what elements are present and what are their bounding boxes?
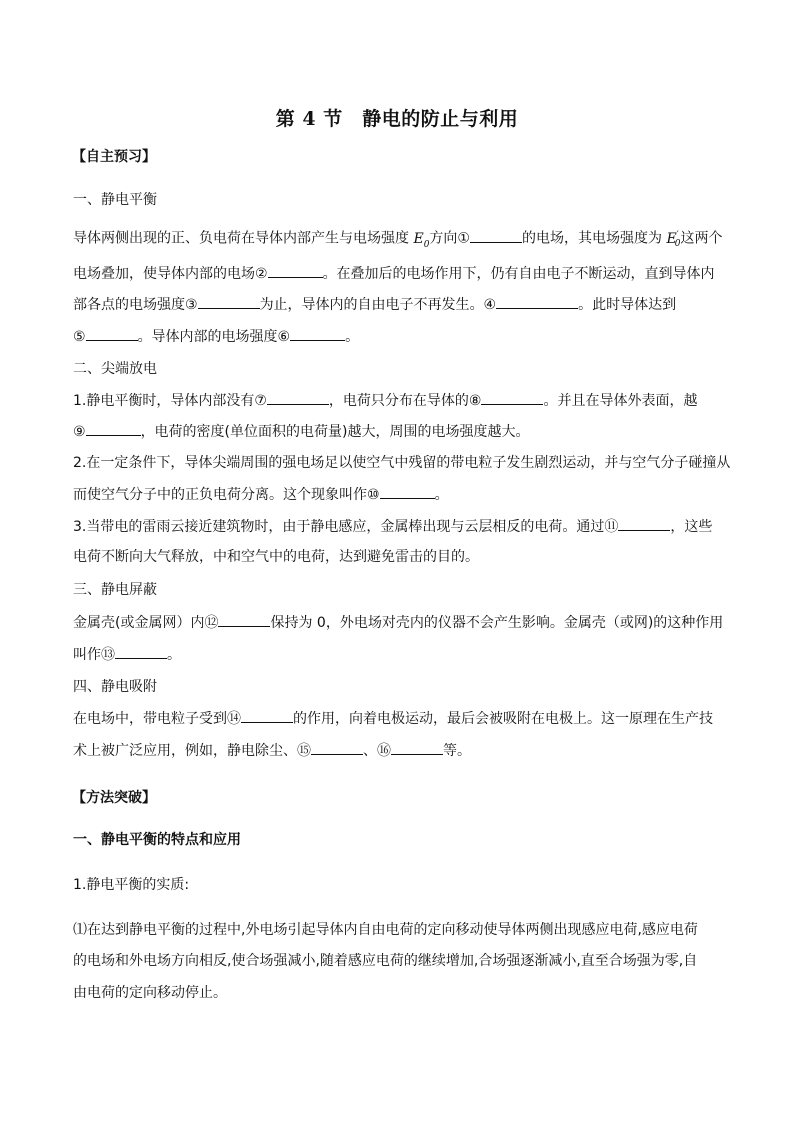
blank-12[interactable] (218, 612, 270, 627)
text: 。在叠加后的电场作用下，仍有自由电子不断运动，直到导体内 (322, 266, 715, 282)
text: 导体两侧出现的正、负电荷在导体内部产生与电场强度 (73, 230, 409, 247)
section-1-line-3 (73, 294, 723, 315)
blank-1[interactable] (470, 228, 522, 243)
blank-10[interactable] (380, 484, 435, 499)
text: 。④ (469, 297, 497, 313)
text: 金属壳(或金属网）内⑫ (73, 615, 219, 631)
method-heading: 【方法突破】 (72, 790, 156, 806)
e0-prime-symbol: $E'_0$ (666, 230, 681, 250)
blank-16[interactable] (391, 740, 443, 755)
section-2-p2-line-2 (73, 484, 723, 505)
blank-14[interactable] (241, 708, 293, 723)
text: ⑤ (73, 329, 86, 345)
e0-symbol: $E_0$ (413, 230, 430, 250)
section-2-title: 二、尖端放电 (73, 361, 157, 377)
section-1-title: 一、静电平衡 (73, 192, 157, 208)
section-3-line-2 (73, 644, 723, 665)
text: 这两个 (680, 230, 723, 247)
text: 部各点的电场强度③ (73, 297, 198, 313)
section-1-line-2 (73, 263, 723, 284)
text: 而使空气分子中的正负电荷分离。这个现象叫作⑩ (73, 487, 380, 503)
blank-9[interactable] (86, 421, 141, 436)
preview-heading: 【自主预习】 (72, 149, 156, 165)
blank-5[interactable] (86, 326, 138, 341)
text: 。 (167, 647, 181, 663)
section-2-p1-line-1 (73, 390, 723, 411)
text: 的作用，向着电极运动，最后会被吸附在电极上。这一原理在生产技 (293, 711, 713, 727)
method-para-line-1: ⑴在达到静电平衡的过程中,外电场引起导体内自由电荷的定向移动使导体两侧出现感应电荷,感应电荷 (73, 922, 698, 938)
method-item-1: 1.静电平衡的实质: (73, 877, 190, 893)
text: 的电场，其电场强度为 (521, 230, 662, 247)
text: 保持为 0，外电场对壳内的仪器不会产生影响。金属壳（或网)的这种作用 (270, 615, 724, 631)
section-3-title: 三、静电屏蔽 (73, 582, 157, 598)
section-4-title: 四、静电吸附 (73, 679, 157, 695)
section-2-p3-line-1 (73, 516, 723, 537)
text: 。导体内部的电场强度⑥ (137, 329, 291, 345)
text: 。并且在导体外表面，越 (543, 393, 698, 409)
blank-6[interactable] (290, 326, 345, 341)
text: 在电场中，带电粒子受到⑭ (73, 711, 241, 727)
text: 3.当带电的雷雨云接近建筑物时，由于静电感应，金属棒出现与云层相反的电荷。通过⑪ (73, 519, 619, 535)
section-1-line-1 (73, 225, 723, 254)
text: 。此时导体达到 (578, 297, 677, 313)
method-para-line-2: 的电场和外电场方向相反,使合场强减小,随着感应电荷的继续增加,合场强逐渐减小,直至合场强为零,自 (73, 953, 698, 969)
text: ，电荷只分布在导体的⑧ (328, 393, 482, 409)
blank-11[interactable] (618, 516, 670, 531)
page-title: 第 4 节 静电的防止与利用 (275, 108, 519, 130)
text: ，电荷的密度(单位面积的电荷量)越大，周围的电场强度越大。 (140, 424, 530, 440)
text: 方向① (429, 230, 470, 247)
blank-2[interactable] (268, 263, 323, 278)
section-2-p1-line-2 (73, 421, 723, 442)
method-para-line-3: 由电荷的定向移动停止。 (73, 985, 227, 1001)
section-1-line-4 (73, 326, 723, 347)
text: 。 (434, 487, 449, 503)
text: 术上被广泛应用，例如，静电除尘、⑮ (73, 743, 311, 759)
section-4-line-1 (73, 708, 723, 729)
text: 为止，导体内的自由电子不再发生 (259, 297, 470, 313)
blank-15[interactable] (311, 740, 363, 755)
blank-7[interactable] (267, 390, 329, 405)
section-2-p2-line-1: 2.在一定条件下，导体尖端周围的强电场足以使空气中残留的带电粒子发生剧烈运动，并与空气分子碰撞从 (73, 455, 731, 471)
blank-3[interactable] (198, 294, 260, 309)
blank-8[interactable] (481, 390, 543, 405)
section-2-p3-line-2: 电荷不断向大气释放，中和空气中的电荷，达到避免雷击的目的。 (73, 549, 479, 565)
section-4-line-2 (73, 740, 723, 761)
text: 电场叠加，使导体内部的电场② (73, 266, 268, 282)
section-3-line-1 (73, 612, 723, 633)
text: 1.静电平衡时，导体内部没有⑦ (73, 393, 267, 409)
text: 。 (345, 329, 360, 345)
blank-13[interactable] (115, 644, 167, 659)
blank-4[interactable] (496, 294, 578, 309)
method-subheading: 一、静电平衡的特点和应用 (73, 832, 241, 848)
text: ，这些 (670, 519, 713, 535)
text: 、⑯ (363, 743, 391, 759)
text: 等。 (443, 743, 471, 759)
text: ⑨ (73, 424, 86, 440)
text: 叫作⑬ (73, 647, 115, 663)
